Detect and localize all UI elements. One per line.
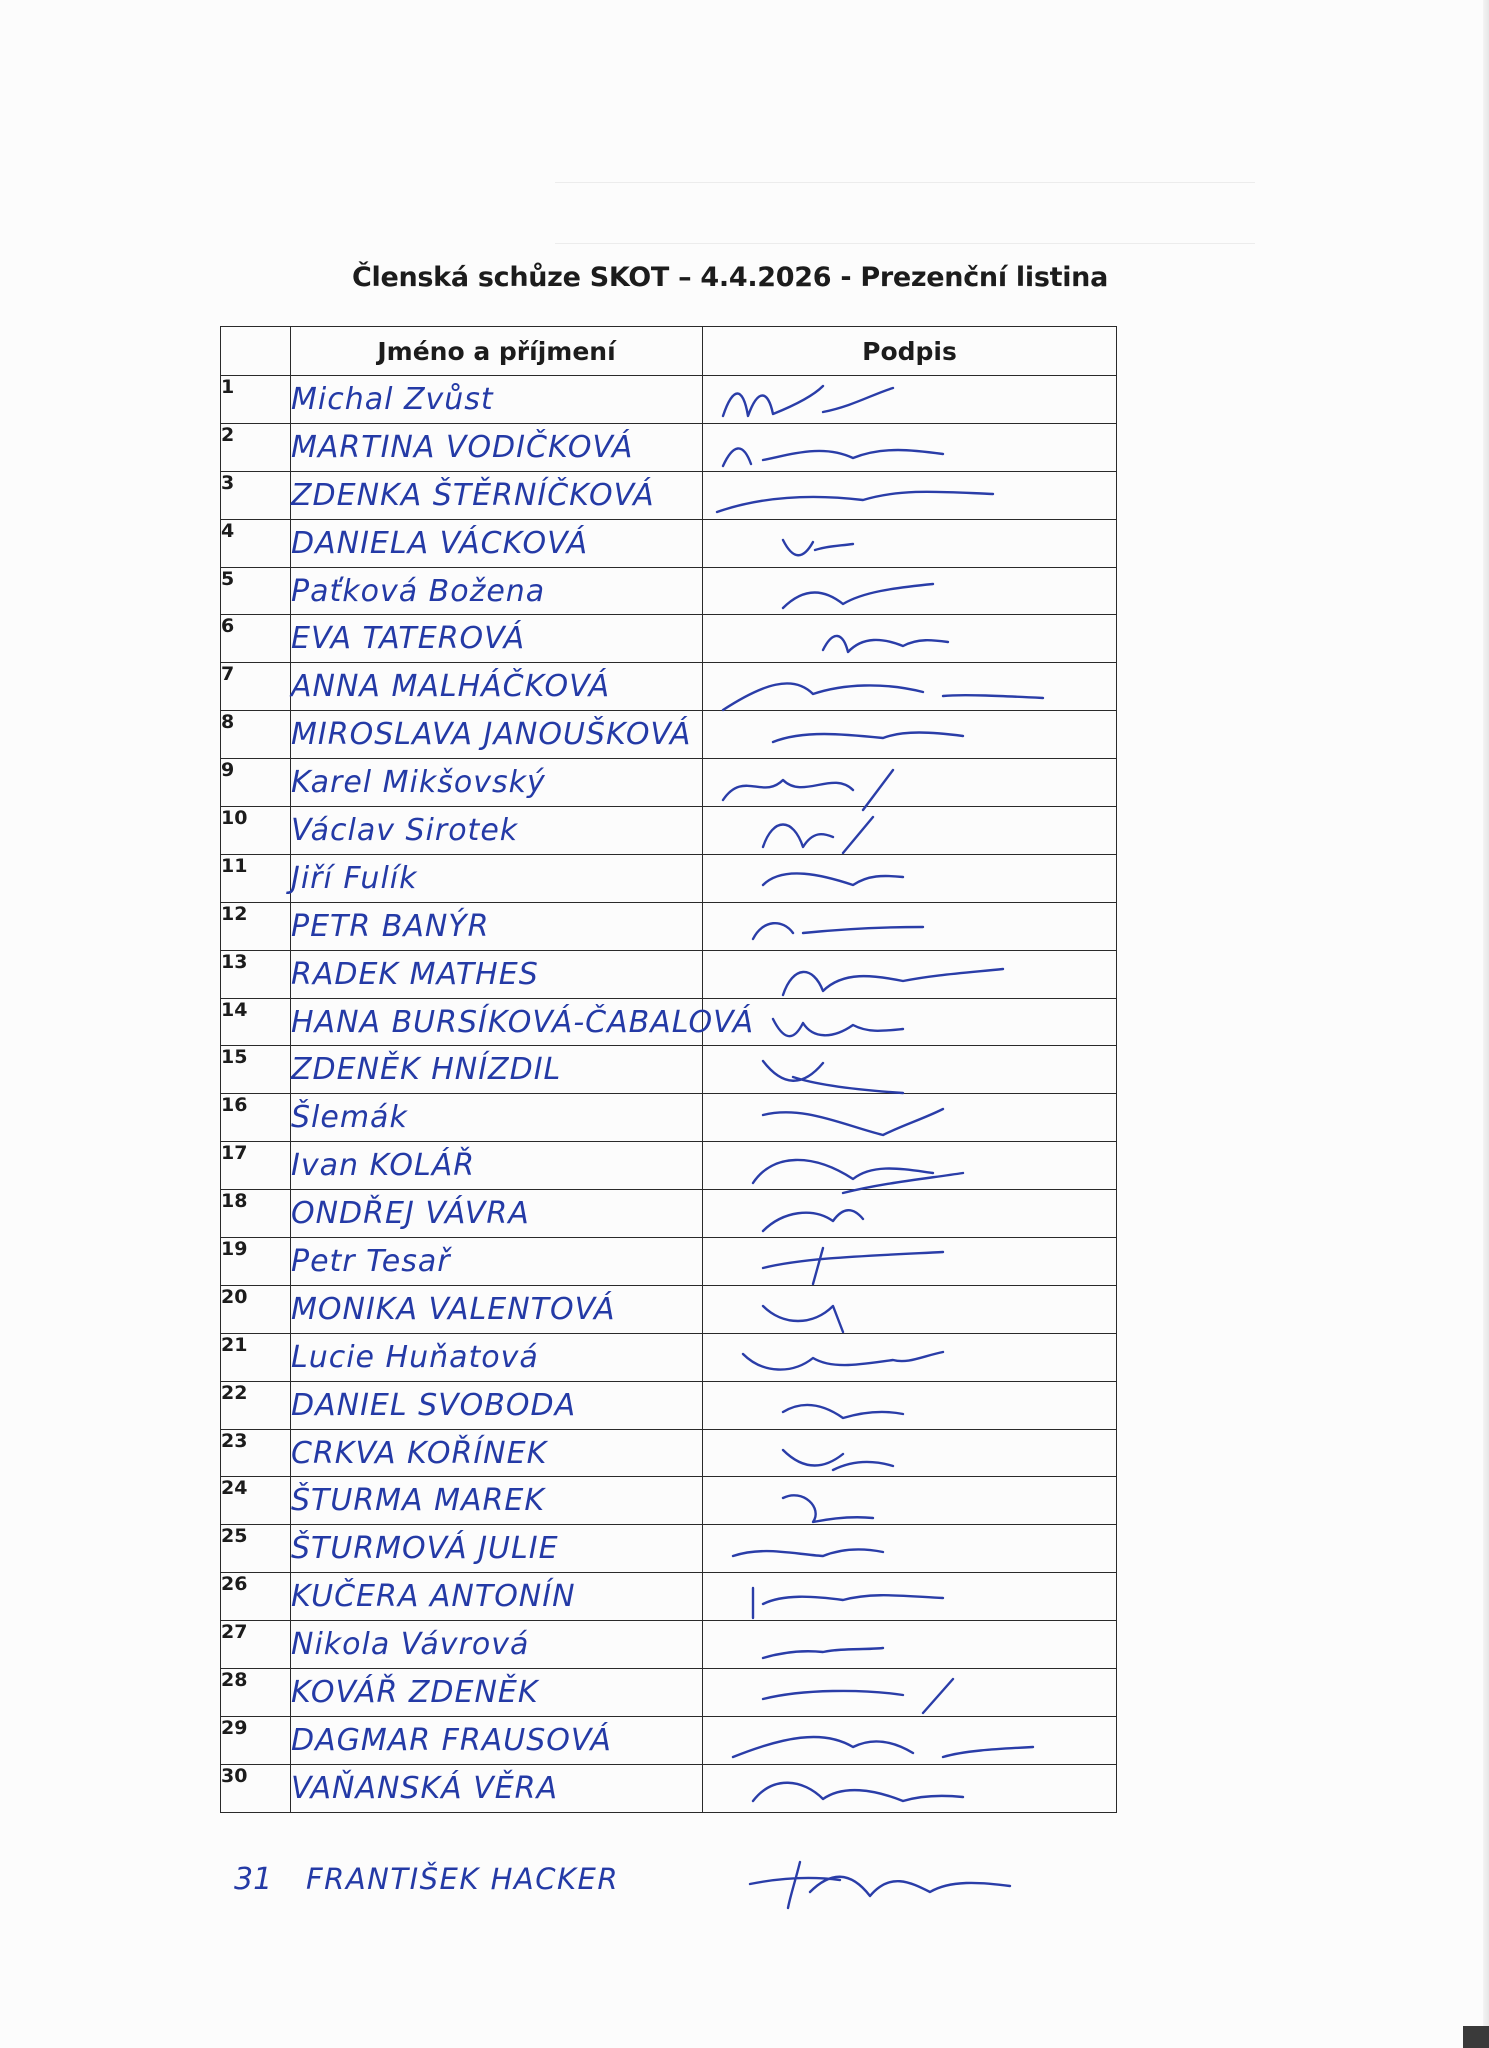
table-row: [221, 1046, 1117, 1094]
signature-cell: [703, 1716, 1117, 1764]
attendee-name: Šlemák: [291, 1094, 703, 1142]
row-number: 2: [221, 423, 291, 471]
signature-cell: [703, 759, 1117, 807]
document-title: Členská schůze SKOT – 4.4.2026 - Prezenční listina: [352, 262, 1108, 293]
extra-row-name: FRANTIŠEK HACKER: [306, 1862, 619, 1896]
row-number: 15: [221, 1046, 291, 1094]
signature-mark: [703, 1717, 1113, 1763]
row-number: 9: [221, 759, 291, 807]
signature-mark: [703, 472, 1113, 518]
extra-row-signature: [740, 1852, 1040, 1912]
row-number: 24: [221, 1477, 291, 1525]
table-row: [221, 711, 1117, 759]
table-row: [221, 1285, 1117, 1333]
table-row: [221, 1716, 1117, 1764]
signature-mark: [703, 1669, 1113, 1715]
signature-cell: [703, 1285, 1117, 1333]
signature-cell: [703, 1764, 1117, 1812]
row-number: 19: [221, 1238, 291, 1286]
signature-mark: [703, 855, 1113, 901]
attendee-name: Michal Zvůst: [291, 376, 703, 424]
signature-mark: [703, 903, 1113, 949]
table-row: [221, 1477, 1117, 1525]
signature-mark: [703, 1574, 1113, 1620]
header-signature: Podpis: [703, 327, 1117, 376]
attendee-name: ŠTURMOVÁ JULIE: [291, 1525, 703, 1573]
signature-cell: [703, 1669, 1117, 1717]
signature-cell: [703, 1238, 1117, 1286]
table-row: [221, 854, 1117, 902]
table-row: [221, 1333, 1117, 1381]
attendee-name: CRKVA KOŘÍNEK: [291, 1429, 703, 1477]
signature-cell: [703, 1333, 1117, 1381]
table-row: [221, 423, 1117, 471]
attendee-name: DAGMAR FRAUSOVÁ: [291, 1716, 703, 1764]
row-number: 21: [221, 1333, 291, 1381]
row-number: 6: [221, 615, 291, 663]
attendee-name: EVA TATEROVÁ: [291, 615, 703, 663]
table-row: [221, 1429, 1117, 1477]
attendee-name: ZDENĚK HNÍZDIL: [291, 1046, 703, 1094]
signature-cell: [703, 711, 1117, 759]
table-row: [221, 998, 1117, 1046]
row-number: 23: [221, 1429, 291, 1477]
signature-cell: [703, 1429, 1117, 1477]
attendee-name: MARTINA VODIČKOVÁ: [291, 423, 703, 471]
table-row: [221, 1764, 1117, 1812]
signature-cell: [703, 1094, 1117, 1142]
row-number: 7: [221, 663, 291, 711]
attendee-name: ANNA MALHÁČKOVÁ: [291, 663, 703, 711]
signature-mark: [703, 807, 1113, 853]
scan-edge: [1483, 0, 1489, 2048]
signature-cell: [703, 1190, 1117, 1238]
signature-mark: [703, 568, 1113, 614]
table-row: [221, 1573, 1117, 1621]
signature-cell: [703, 519, 1117, 567]
signature-mark: [703, 760, 1113, 806]
signature-mark: [703, 664, 1113, 710]
attendee-name: MIROSLAVA JANOUŠKOVÁ: [291, 711, 703, 759]
row-number: 22: [221, 1381, 291, 1429]
attendee-name: KOVÁŘ ZDENĚK: [291, 1669, 703, 1717]
table-row: [221, 1238, 1117, 1286]
row-number: 3: [221, 471, 291, 519]
signature-mark: [703, 1526, 1113, 1572]
row-number: 13: [221, 950, 291, 998]
attendee-name: Jiří Fulík: [291, 854, 703, 902]
signature-mark: [703, 1191, 1113, 1237]
signature-mark: [703, 999, 1113, 1045]
signature-cell: [703, 902, 1117, 950]
row-number: 20: [221, 1285, 291, 1333]
signature-cell: [703, 1046, 1117, 1094]
signature-mark: [703, 1095, 1113, 1141]
attendee-name: HANA BURSÍKOVÁ-ČABALOVÁ: [291, 998, 703, 1046]
signature-mark: [703, 424, 1113, 470]
table-row: [221, 950, 1117, 998]
signature-mark: [703, 616, 1113, 662]
row-number: 17: [221, 1142, 291, 1190]
signature-cell: [703, 376, 1117, 424]
attendee-name: ŠTURMA MAREK: [291, 1477, 703, 1525]
signature-mark: [703, 1238, 1113, 1284]
signature-mark: [703, 1382, 1113, 1428]
signature-mark: [703, 376, 1113, 422]
table-row: [221, 1094, 1117, 1142]
table-row: [221, 902, 1117, 950]
header-number: [221, 327, 291, 376]
row-number: 11: [221, 854, 291, 902]
attendee-name: Ivan KOLÁŘ: [291, 1142, 703, 1190]
attendee-name: MONIKA VALENTOVÁ: [291, 1285, 703, 1333]
bleed-through-ghost: [555, 182, 1255, 244]
header-name: Jméno a příjmení: [291, 327, 703, 376]
table-row: [221, 759, 1117, 807]
table-row: [221, 1669, 1117, 1717]
signature-mark: [703, 1478, 1113, 1524]
signature-mark: [703, 1430, 1113, 1476]
table-row: [221, 615, 1117, 663]
signature-mark: [703, 1286, 1113, 1332]
table-row: [221, 663, 1117, 711]
row-number: 4: [221, 519, 291, 567]
table-row: [221, 1190, 1117, 1238]
signature-cell: [703, 615, 1117, 663]
signature-cell: [703, 663, 1117, 711]
table-row: [221, 1525, 1117, 1573]
attendee-name: PETR BANÝR: [291, 902, 703, 950]
scan-corner: [1463, 2026, 1489, 2048]
attendee-name: Nikola Vávrová: [291, 1621, 703, 1669]
attendee-name: Lucie Huňatová: [291, 1333, 703, 1381]
attendance-table: [220, 326, 1117, 1813]
signature-mark: [703, 520, 1113, 566]
attendee-name: ZDENKA ŠTĚRNÍČKOVÁ: [291, 471, 703, 519]
attendee-name: DANIELA VÁCKOVÁ: [291, 519, 703, 567]
row-number: 1: [221, 376, 291, 424]
attendee-name: KUČERA ANTONÍN: [291, 1573, 703, 1621]
signature-cell: [703, 423, 1117, 471]
signature-cell: [703, 998, 1117, 1046]
attendee-name: Václav Sirotek: [291, 807, 703, 855]
attendee-name: DANIEL SVOBODA: [291, 1381, 703, 1429]
signature-mark: [703, 1143, 1113, 1189]
row-number: 27: [221, 1621, 291, 1669]
signature-mark: [703, 1622, 1113, 1668]
attendee-name: VAŇANSKÁ VĚRA: [291, 1764, 703, 1812]
row-number: 8: [221, 711, 291, 759]
table-row: [221, 807, 1117, 855]
signature-cell: [703, 1477, 1117, 1525]
signature-cell: [703, 950, 1117, 998]
attendee-name: Petr Tesař: [291, 1238, 703, 1286]
table-row: [221, 1621, 1117, 1669]
attendance-rows: [221, 376, 1117, 1813]
signature-cell: [703, 1525, 1117, 1573]
signature-cell: [703, 1142, 1117, 1190]
row-number: 16: [221, 1094, 291, 1142]
signature-cell: [703, 854, 1117, 902]
attendee-name: ONDŘEJ VÁVRA: [291, 1190, 703, 1238]
signature-cell: [703, 471, 1117, 519]
signature-mark: [703, 1047, 1113, 1093]
table-row: [221, 471, 1117, 519]
attendee-name: Paťková Božena: [291, 567, 703, 615]
row-number: 14: [221, 998, 291, 1046]
signature-mark: [703, 951, 1113, 997]
row-number: 29: [221, 1716, 291, 1764]
signature-cell: [703, 807, 1117, 855]
row-number: 30: [221, 1764, 291, 1812]
signature-mark: [703, 1334, 1113, 1380]
row-number: 28: [221, 1669, 291, 1717]
signature-cell: [703, 567, 1117, 615]
table-row: [221, 1142, 1117, 1190]
table-row: [221, 519, 1117, 567]
row-number: 5: [221, 567, 291, 615]
row-number: 18: [221, 1190, 291, 1238]
extra-row-number: 31: [234, 1862, 273, 1897]
row-number: 12: [221, 902, 291, 950]
table-row: [221, 376, 1117, 424]
signature-cell: [703, 1621, 1117, 1669]
signature-cell: [703, 1573, 1117, 1621]
table-row: [221, 1381, 1117, 1429]
attendee-name: RADEK MATHES: [291, 950, 703, 998]
row-number: 10: [221, 807, 291, 855]
signature-mark: [703, 712, 1113, 758]
signature-mark: [703, 1765, 1113, 1811]
signature-cell: [703, 1381, 1117, 1429]
table-row: [221, 567, 1117, 615]
row-number: 26: [221, 1573, 291, 1621]
attendee-name: Karel Mikšovský: [291, 759, 703, 807]
handwritten-extra-row: [220, 1858, 1116, 1906]
row-number: 25: [221, 1525, 291, 1573]
table-header-row: [221, 327, 1117, 376]
